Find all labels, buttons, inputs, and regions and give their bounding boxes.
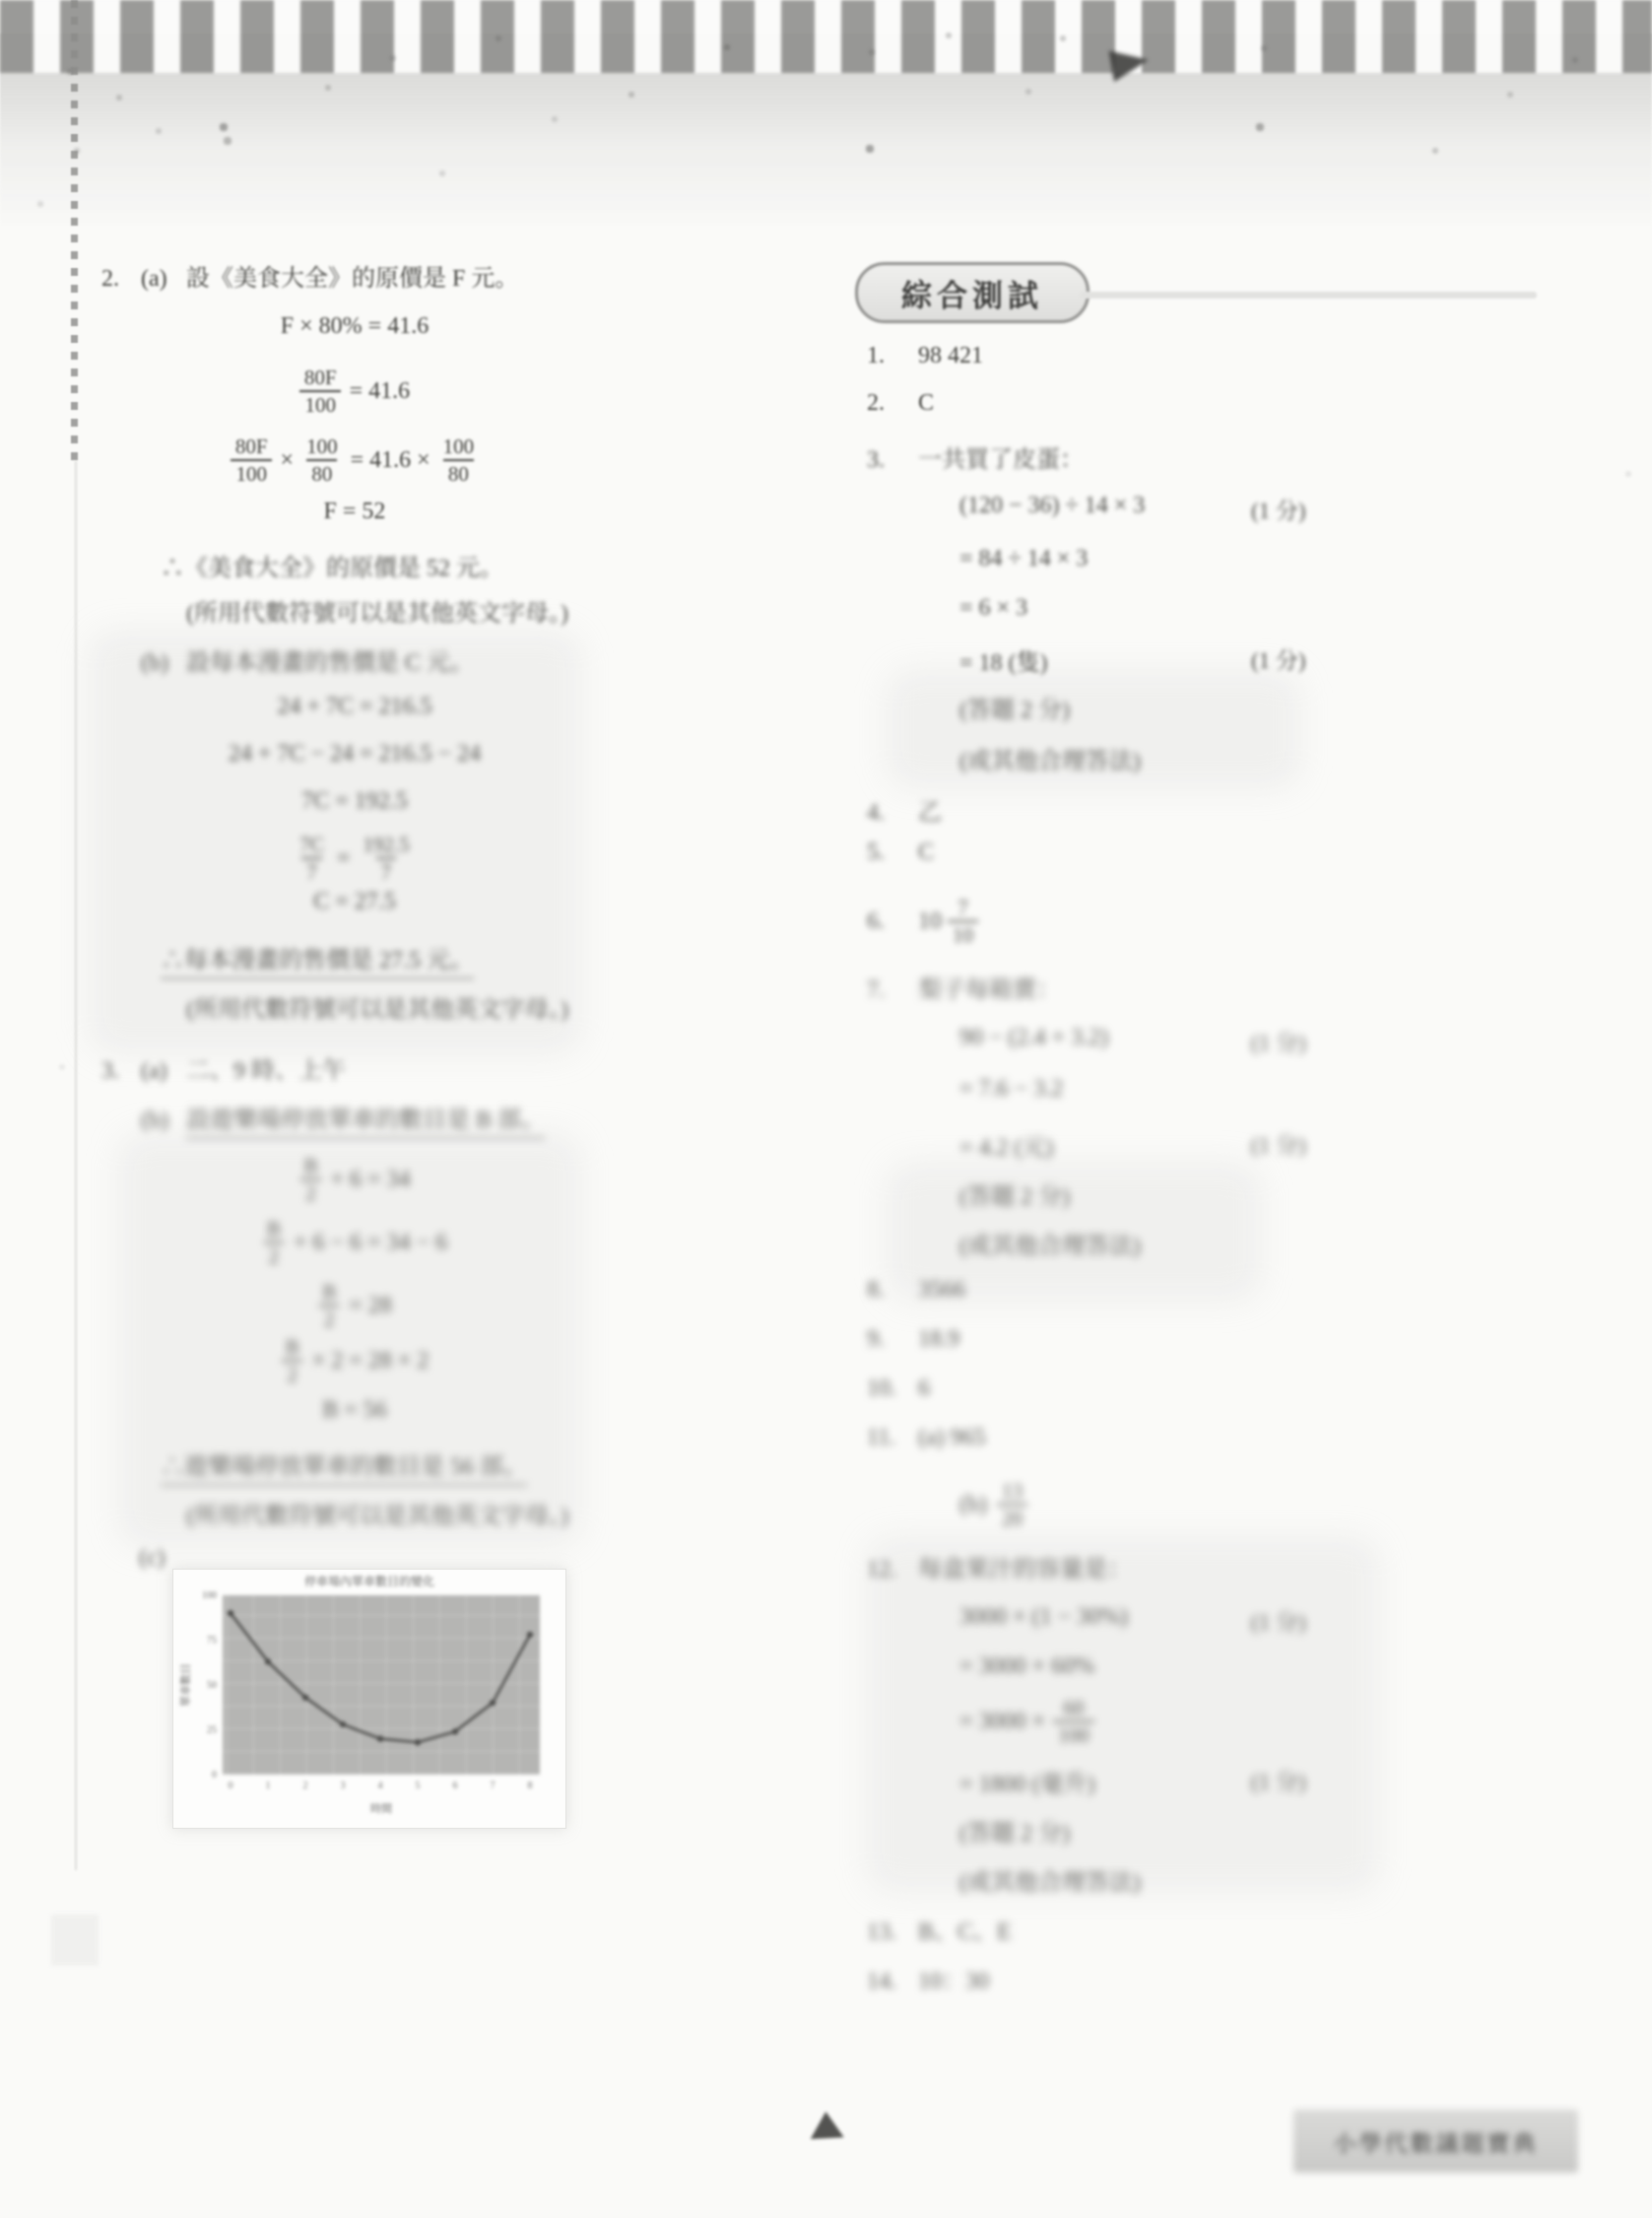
chart-y-tick-labels xyxy=(202,1590,217,1781)
item3-eq3-formula: = 6 × 3 xyxy=(959,595,1028,621)
item-answer-mixed-number: 10 $\frac{7}{10}$ xyxy=(918,897,978,946)
item-answer: 梨子每箱賣： xyxy=(918,977,1060,1003)
answer-item-14 xyxy=(855,1961,1545,1995)
answer-item-9 xyxy=(855,1326,1545,1353)
item7-eq2-formula: = 7.6 − 3.2 xyxy=(959,1076,1064,1102)
item12-note2 xyxy=(855,1862,1545,1897)
q2b-intro: 設每本漫畫的售價是 C 元。 xyxy=(186,650,475,676)
q2a-eq2: $\frac{80F}{100}$ = 41.6 xyxy=(163,367,547,416)
q2b-eq5: C = 27.5 xyxy=(313,889,396,914)
q2b-eq3: 7C = 192.5 xyxy=(301,788,408,814)
answer-item-6 xyxy=(855,897,1545,946)
note-text: (答題 2 分) xyxy=(959,1821,1070,1847)
svg-text:50: 50 xyxy=(207,1680,217,1691)
item7-note1 xyxy=(855,1176,1545,1211)
item11b-tag: (b) xyxy=(959,1491,987,1517)
answer-item-12 xyxy=(855,1549,1545,1583)
note-text: (答題 2 分) xyxy=(959,698,1070,723)
item3-note2 xyxy=(855,741,1545,775)
item-answer: C xyxy=(918,390,935,416)
answer-item-5 xyxy=(855,840,1545,866)
score-mark: (1 分) xyxy=(1251,1770,1306,1794)
item-number: 2. xyxy=(867,390,885,416)
answer-item-10 xyxy=(855,1376,1545,1402)
item-answer: 6 xyxy=(918,1376,930,1401)
q2b-conclusion xyxy=(101,940,633,975)
svg-text:5: 5 xyxy=(415,1781,421,1791)
item-number: 8. xyxy=(867,1277,885,1303)
svg-text:75: 75 xyxy=(207,1635,217,1647)
q2b-eq4: $\frac{7C}{7}$ = $\frac{192.5}{7}$ xyxy=(299,833,410,885)
item3-eq3 xyxy=(855,595,1545,622)
q2b-tag: (b) xyxy=(141,650,168,676)
paper-speckles xyxy=(0,0,2,2)
item-answer-a: (a) 965 xyxy=(918,1425,986,1450)
q2b-eq2: 24 + 7C − 24 = 216.5 − 24 xyxy=(228,741,482,767)
item-answer: 18.9 xyxy=(918,1326,959,1352)
item3-eq2 xyxy=(855,546,1545,572)
item7-eq2 xyxy=(855,1076,1545,1103)
triangle-logo-icon xyxy=(809,2111,843,2139)
item-number: 13. xyxy=(867,1919,896,1945)
note-text: (或其他合理答法) xyxy=(959,1234,1141,1259)
item12-eq3 xyxy=(855,1697,1545,1746)
chart-gridlines xyxy=(223,1595,540,1775)
item-number: 10. xyxy=(867,1376,896,1401)
q3a-answer: 二、9 時、上午 xyxy=(186,1058,346,1084)
q2a-conclusion: ∴《美食大全》的原價是 52 元。 xyxy=(161,556,503,581)
q3b-eq2: $\frac{B}{2}$ + 6 − 6 = 34 − 6 xyxy=(163,1218,547,1267)
arrowhead-mark-icon xyxy=(1109,44,1152,82)
svg-text:8: 8 xyxy=(527,1781,533,1791)
q3b-conclusion xyxy=(101,1446,633,1481)
score-mark: (1 分) xyxy=(1251,648,1306,673)
item-answer: 3566 xyxy=(918,1277,965,1303)
item-answer: 一共買了皮蛋： xyxy=(918,447,1084,473)
q2a-note: (所用代數符號可以是其他英文字母。) xyxy=(186,601,568,627)
chart-y-axis-label: 單車數目 xyxy=(180,1663,192,1707)
q2b-conclusion-text: ∴每本漫畫的售價是 27.5 元。 xyxy=(161,948,474,979)
item11b-fraction: $\frac{13}{20}$ xyxy=(997,1480,1027,1529)
item7-eq1-formula: 90 − (2.4 + 3.2) xyxy=(959,1025,1109,1050)
item-number: 7. xyxy=(867,977,885,1003)
q2b-heading xyxy=(101,642,574,677)
spiral-binding-edge xyxy=(0,0,1652,73)
answer-item-7 xyxy=(855,970,1545,1004)
q3b-conclusion-text: ∴遊樂場停放單車的數目是 56 部。 xyxy=(161,1454,527,1486)
q3b-eq1: $\frac{B}{2}$ + 6 = 34 xyxy=(163,1155,547,1204)
item-number: 5. xyxy=(867,840,885,865)
q2b-note: (所用代數符號可以是其他英文字母。) xyxy=(186,997,568,1023)
answer-item-3 xyxy=(855,439,1545,474)
q3a-tag: (a) xyxy=(141,1058,167,1084)
q3b-tag: (b) xyxy=(141,1108,168,1133)
section-heading-pill: 綜合測試 xyxy=(855,262,1090,323)
answer-item-8 xyxy=(855,1277,1545,1304)
item-number: 12. xyxy=(867,1557,896,1582)
q3b-heading xyxy=(101,1100,574,1134)
q2-number: 2. xyxy=(101,266,119,292)
q3-number: 3. xyxy=(101,1058,119,1084)
q3b-intro: 設遊樂場停放單車的數目是 B 部。 xyxy=(186,1108,545,1139)
item3-eq4-formula: = 18 (隻) xyxy=(959,650,1048,676)
item-number: 11. xyxy=(867,1425,896,1450)
item7-note2 xyxy=(855,1226,1545,1260)
q2a-eq4: F = 52 xyxy=(323,499,386,524)
item-number: 4. xyxy=(867,800,885,826)
item3-eq1 xyxy=(855,493,1545,523)
item-number: 9. xyxy=(867,1326,885,1352)
q2a-intro: 設《美食大全》的原價是 F 元。 xyxy=(186,266,519,292)
item-number: 14. xyxy=(867,1969,896,1994)
q2a-heading xyxy=(101,258,574,293)
q3b-eq3: $\frac{B}{2}$ = 28 xyxy=(163,1281,547,1330)
answer-item-4 xyxy=(855,792,1545,827)
chart-x-tick-labels xyxy=(229,1781,533,1791)
svg-text:100: 100 xyxy=(202,1590,217,1601)
score-mark: (1 分) xyxy=(1251,1610,1306,1635)
item-number: 3. xyxy=(867,447,885,473)
q3b-eq5: B = 56 xyxy=(322,1397,387,1423)
item12-eq3-formula: = 3000 × $\frac{60}{100}$ xyxy=(855,1697,1094,1746)
svg-text:1: 1 xyxy=(265,1781,271,1791)
item-answer: 乙 xyxy=(918,800,942,826)
item-answer: 每盒果汁的容量是： xyxy=(918,1557,1131,1582)
svg-text:2: 2 xyxy=(302,1781,308,1791)
item-answer: C xyxy=(918,840,935,865)
item-answer: 98 421 xyxy=(918,343,983,369)
q3b-eq4: $\frac{B}{2}$ × 2 = 28 × 2 xyxy=(163,1336,547,1385)
answer-item-13 xyxy=(855,1912,1545,1946)
perforation-faint-line xyxy=(75,461,77,1870)
footer-brand-band: 小學代數議題寶典 xyxy=(1293,2110,1578,2173)
q3c-tag: (c) xyxy=(139,1545,165,1571)
q2b-eq1: 24 + 7C = 216.5 xyxy=(277,694,432,719)
svg-text:0: 0 xyxy=(228,1781,233,1791)
svg-text:3: 3 xyxy=(340,1781,346,1791)
score-mark: (1 分) xyxy=(1251,1031,1306,1055)
item3-note1 xyxy=(855,690,1545,724)
item12-eq2 xyxy=(855,1653,1545,1680)
answer-item-11b xyxy=(855,1480,1545,1529)
item3-eq2-formula: = 84 ÷ 14 × 3 xyxy=(959,546,1089,571)
note-text: (或其他合理答法) xyxy=(959,749,1141,774)
chart-x-axis-label: 時間 xyxy=(370,1803,392,1815)
item-number: 1. xyxy=(867,343,885,369)
item12-eq2-formula: = 3000 × 60% xyxy=(959,1653,1095,1679)
item12-eq1-formula: 3000 × (1 − 30%) xyxy=(959,1604,1129,1630)
page-corner-mark xyxy=(51,1915,99,1966)
svg-text:6: 6 xyxy=(452,1781,458,1791)
item7-eq3 xyxy=(855,1127,1545,1162)
q2a-eq1: F × 80% = 41.6 xyxy=(280,313,430,339)
item-number: 6. xyxy=(867,907,885,934)
svg-text:4: 4 xyxy=(377,1781,383,1791)
q2a-tag: (a) xyxy=(141,266,167,292)
q3b-note: (所用代數符號可以是其他英文字母。) xyxy=(186,1504,568,1529)
answer-item-1 xyxy=(855,343,1545,370)
q2a-eq3: $\frac{80F}{100}$ × $\frac{100}{80}$ = 41.6 × $\frac{100}{80}$ xyxy=(163,436,547,485)
line-chart-card xyxy=(172,1569,566,1829)
item12-note1 xyxy=(855,1813,1545,1848)
note-text: (或其他合理答法) xyxy=(959,1870,1141,1896)
note-text: (答題 2 分) xyxy=(959,1184,1070,1210)
chart-title: 停車場內單車數目的變化 xyxy=(303,1575,435,1588)
svg-text:7: 7 xyxy=(490,1781,496,1791)
item12-eq4-formula: = 1800 (毫升) xyxy=(959,1772,1095,1797)
perforation-dotted-line xyxy=(71,0,78,461)
answer-item-11 xyxy=(855,1425,1545,1451)
line-chart xyxy=(173,1570,565,1828)
item-answer: B、C、E xyxy=(918,1919,1012,1945)
item7-eq3-formula: = 4.2 (元) xyxy=(959,1135,1054,1161)
item12-eq1 xyxy=(855,1604,1545,1635)
score-mark: (1 分) xyxy=(1251,1133,1306,1158)
item3-eq4 xyxy=(855,642,1545,677)
q3a-line xyxy=(101,1050,574,1085)
section-heading-rule xyxy=(1080,292,1537,299)
item7-eq1 xyxy=(855,1025,1545,1055)
svg-text:25: 25 xyxy=(207,1724,217,1736)
item-answer: 10：30 xyxy=(918,1969,989,1994)
item3-eq1-formula: (120 − 36) ÷ 14 × 3 xyxy=(959,493,1146,518)
svg-text:0: 0 xyxy=(212,1770,217,1781)
score-mark: (1 分) xyxy=(1251,499,1306,523)
item12-eq4 xyxy=(855,1764,1545,1798)
answer-item-2 xyxy=(855,390,1545,417)
